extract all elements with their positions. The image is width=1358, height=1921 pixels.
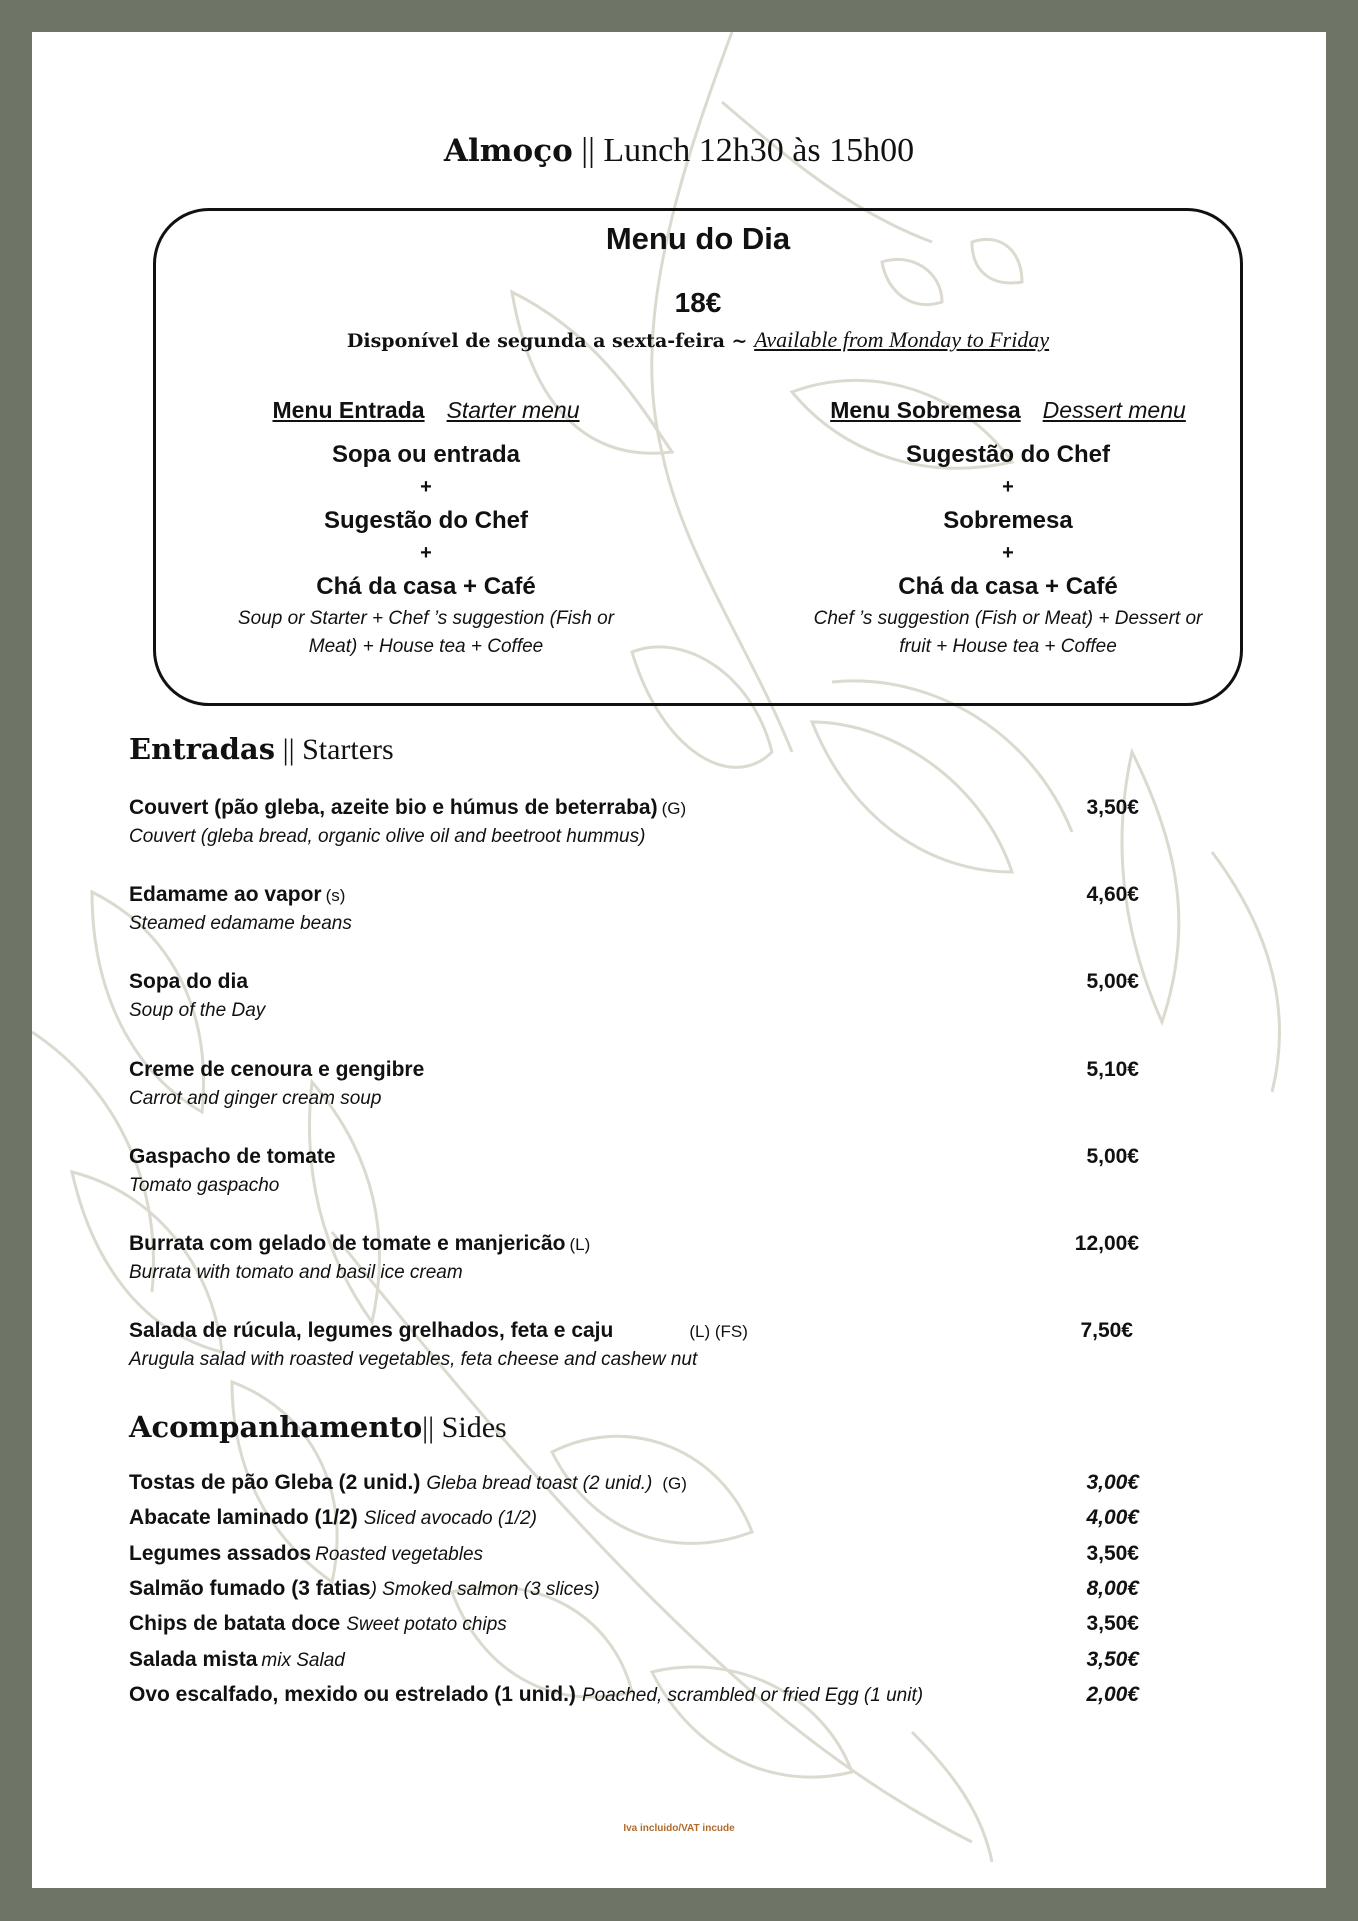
item-name: Burrata com gelado de tomate e manjericão [129, 1232, 566, 1255]
starter-item [129, 883, 1139, 935]
side-english: Gleba bread toast (2 unid.) [426, 1473, 653, 1494]
side-item [129, 1612, 1139, 1644]
side-item [129, 1648, 1139, 1680]
item-name: Sopa do dia [129, 970, 249, 993]
item-description: Couvert (gleba bread, organic olive oil and beetroot hummus) [129, 826, 646, 847]
side-tag: (G) [662, 1474, 687, 1493]
starter-item [129, 1232, 1139, 1284]
side-name: Ovo escalfado, mexido ou estrelado (1 unid.) [129, 1683, 576, 1706]
item-name: Edamame ao vapor [129, 883, 322, 906]
starter-menu-heading-pt: Menu Entrada [272, 397, 425, 423]
item-price: 4,60€ [1086, 883, 1139, 906]
side-english: ) Smoked salmon (3 slices) [370, 1579, 600, 1600]
side-name: Legumes assados [129, 1542, 312, 1565]
side-price: 3,50€ [1086, 1612, 1139, 1635]
item-description: Carrot and ginger cream soup [129, 1088, 382, 1109]
starter-item [129, 1058, 1139, 1110]
item-description: Tomato gaspacho [129, 1175, 280, 1196]
item-price: 5,00€ [1086, 970, 1139, 993]
item-description: Steamed edamame beans [129, 913, 352, 934]
side-item [129, 1542, 1139, 1574]
side-english: Roasted vegetables [315, 1544, 484, 1565]
side-item [129, 1506, 1139, 1538]
menu-do-dia-price: 18€ [674, 287, 722, 318]
item-tag: (L) [569, 1235, 591, 1254]
starter-menu-column [196, 397, 656, 661]
side-item [129, 1471, 1139, 1503]
side-price: 3,50€ [1086, 1648, 1139, 1671]
side-name: Salada mista [129, 1648, 258, 1671]
item-tag: (s) [325, 886, 346, 905]
vat-note: Iva incluido/VAT incude [623, 1823, 735, 1834]
side-name: Salmão fumado (3 fatias [129, 1577, 371, 1600]
item-name: Couvert (pão gleba, azeite bio e húmus de beterraba) [129, 796, 658, 819]
side-price: 2,00€ [1086, 1683, 1139, 1706]
plus-sign: + [420, 476, 432, 498]
starter-menu-note: Soup or Starter + Chef ’s suggestion (Fish or Meat) + House tea + Coffee [237, 608, 615, 657]
item-name: Salada de rúcula, legumes grelhados, feta e caju [129, 1319, 614, 1342]
starter-item [129, 796, 1139, 848]
side-english: Sweet potato chips [346, 1614, 507, 1635]
side-name: Tostas de pão Gleba (2 unid.) [129, 1471, 421, 1494]
availability-en: Available from Monday to Friday [754, 327, 1050, 352]
sides-heading-rest: || Sides [422, 1411, 507, 1444]
starter-menu-line-1: Sopa ou entrada [331, 441, 521, 468]
page-title-bold: Almoço [443, 133, 573, 169]
dessert-menu-column [778, 397, 1238, 661]
item-price: 3,50€ [1086, 796, 1139, 819]
starters-heading-rest: || Starters [282, 733, 394, 766]
side-item [129, 1683, 1139, 1715]
starter-menu-line-2: Sugestão do Chef [323, 507, 528, 534]
plus-sign: + [1002, 476, 1014, 498]
side-price: 3,50€ [1086, 1542, 1139, 1565]
menu-page [32, 32, 1326, 1888]
side-english: Poached, scrambled or fried Egg (1 unit) [581, 1685, 924, 1706]
item-tag: (L) (FS) [689, 1322, 748, 1341]
dessert-menu-note: Chef ’s suggestion (Fish or Meat) + Dessert or fruit + House tea + Coffee [813, 608, 1203, 657]
starter-item [129, 1145, 1139, 1197]
side-price: 4,00€ [1086, 1506, 1139, 1529]
item-description: Arugula salad with roasted vegetables, feta cheese and cashew nut [129, 1349, 698, 1370]
item-description: Soup of the Day [129, 1000, 266, 1021]
starter-item [129, 970, 1139, 1022]
starters-heading-bold: Entradas [129, 732, 276, 766]
dessert-menu-heading [778, 397, 1238, 424]
item-price: 12,00€ [1074, 1232, 1139, 1255]
side-english: mix Salad [261, 1650, 345, 1671]
starter-item [129, 1319, 1139, 1371]
sides-heading-bold: Acompanhamento [129, 1410, 423, 1444]
sides-heading [129, 1410, 507, 1445]
side-name: Chips de batata doce [129, 1612, 341, 1635]
page-title-rest: || Lunch 12h30 às 15h00 [581, 132, 915, 169]
menu-do-dia-box [153, 208, 1243, 706]
plus-sign: + [1002, 542, 1014, 564]
side-english: Sliced avocado (1/2) [363, 1508, 537, 1529]
starter-menu-heading [196, 397, 656, 424]
side-item [129, 1577, 1139, 1609]
availability-pt: Disponível de segunda a sexta-feira ~ [346, 330, 748, 352]
item-name: Creme de cenoura e gengibre [129, 1058, 425, 1081]
menu-do-dia-title: Menu do Dia [605, 221, 791, 256]
dessert-menu-line-2: Sobremesa [943, 507, 1073, 534]
item-price: 7,50€ [1080, 1319, 1133, 1342]
item-name: Gaspacho de tomate [129, 1145, 336, 1168]
page-title [32, 132, 1326, 170]
item-price: 5,00€ [1086, 1145, 1139, 1168]
item-price: 5,10€ [1086, 1058, 1139, 1081]
availability-note [156, 327, 1240, 353]
dessert-menu-heading-pt: Menu Sobremesa [830, 397, 1021, 423]
starter-menu-heading-en: Starter menu [446, 397, 580, 423]
item-tag: (G) [661, 799, 687, 818]
plus-sign: + [420, 542, 432, 564]
side-price: 3,00€ [1086, 1471, 1139, 1494]
side-name: Abacate laminado (1/2) [129, 1506, 358, 1529]
item-description: Burrata with tomato and basil ice cream [129, 1262, 463, 1283]
dessert-menu-line-3: Chá da casa + Café [898, 573, 1118, 600]
starters-heading [129, 732, 394, 767]
starter-menu-line-3: Chá da casa + Café [316, 573, 536, 600]
dessert-menu-line-1: Sugestão do Chef [905, 441, 1110, 468]
dessert-menu-heading-en: Dessert menu [1042, 397, 1186, 423]
side-price: 8,00€ [1086, 1577, 1139, 1600]
